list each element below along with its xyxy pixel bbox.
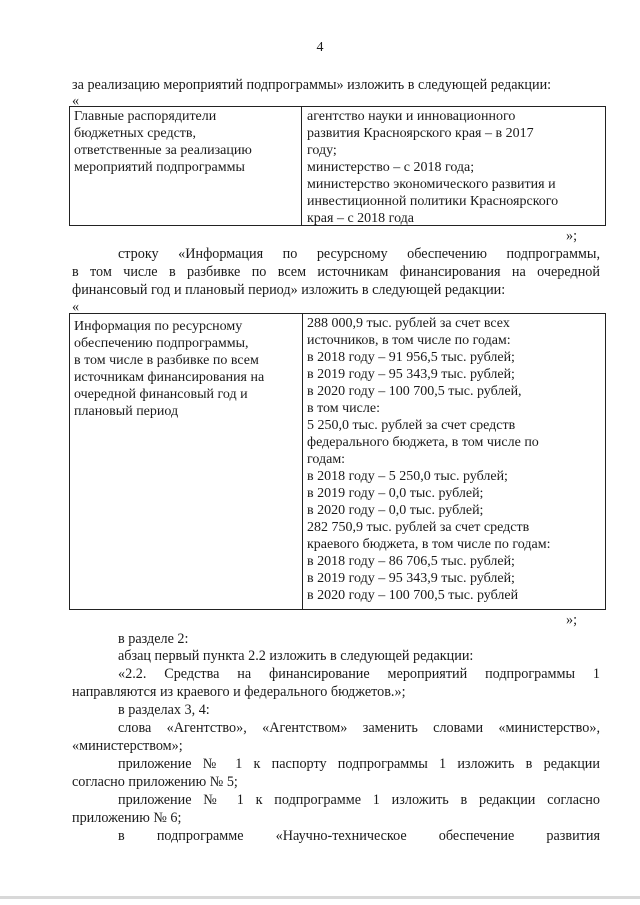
table2-left-line: источникам финансирования на [74, 370, 265, 385]
table2-left-line: плановый период [74, 404, 179, 419]
table2-right-line: в 2018 году – 91 956,5 тыс. рублей; [307, 350, 515, 365]
table1-right-line: министерство экономического развития и [307, 177, 556, 192]
para-stroke-line-2: в том числе в разбивке по всем источникам финансирования на очередной [72, 264, 600, 280]
table2-right-line: в 2020 году – 100 700,5 тыс. рублей [307, 588, 519, 603]
scan-edge-mark [0, 896, 640, 899]
table1-right-line: края – с 2018 года [307, 211, 414, 226]
table2-right-line: 282 750,9 тыс. рублей за счет средств [307, 520, 530, 535]
table1-left-line: ответственные за реализацию [74, 143, 252, 158]
close-quote-2: »; [566, 612, 578, 628]
para-stroke-line-3: финансовый год и плановый период» изложить в следующей редакции: [72, 282, 506, 298]
table2-right-line: в том числе: [307, 401, 380, 416]
table1-right-line: министерство – с 2018 года; [307, 160, 475, 175]
table1-right-line: году; [307, 143, 337, 158]
table2-left-line: очередной финансовый год и [74, 387, 248, 402]
table2-left-line: Информация по ресурсному [74, 319, 243, 334]
sections-3-4-heading: в разделах 3, 4: [118, 702, 210, 718]
table-resource-information [69, 313, 606, 610]
appendix-2-line-2: приложению № 6; [72, 810, 182, 826]
words-line-2: «министерством»; [72, 738, 183, 754]
table2-right-line: в 2018 году – 86 706,5 тыс. рублей; [307, 554, 515, 569]
open-quote-1: « [72, 93, 80, 109]
table2-right-line: в 2019 году – 95 343,9 тыс. рублей; [307, 571, 515, 586]
table2-right-line: краевого бюджета, в том числе по годам: [307, 537, 551, 552]
appendix-2-line-1: приложение № 1 к подпрограмме 1 изложить в редакции согласно [118, 792, 600, 808]
words-line-1: слова «Агентство», «Агентством» заменить словами «министерство», [118, 720, 600, 736]
table2-right-line: в 2019 году – 95 343,9 тыс. рублей; [307, 367, 515, 382]
section-2-heading: в разделе 2: [118, 631, 189, 647]
table1-right-line: агентство науки и инновационного [307, 109, 516, 124]
table2-left-line: в том числе в разбивке по всем [74, 353, 259, 368]
table2-left-cell [74, 318, 264, 420]
table2-right-line: годам: [307, 452, 346, 467]
table1-left-line: Главные распорядители [74, 109, 217, 124]
table2-right-line: 5 250,0 тыс. рублей за счет средств [307, 418, 516, 433]
table1-right-cell [307, 108, 558, 227]
table2-right-line: источников, в том числе по годам: [307, 333, 511, 348]
subprogram-line: в подпрограмме «Научно-техническое обеспечение развития [118, 828, 600, 844]
abzac-line: абзац первый пункта 2.2 изложить в следующей редакции: [118, 648, 474, 664]
quote-2-2-line-2: направляются из краевого и федерального бюджетов.»; [72, 684, 406, 700]
table2-right-line: в 2020 году – 100 700,5 тыс. рублей, [307, 384, 522, 399]
table1-left-line: мероприятий подпрограммы [74, 160, 245, 175]
table-responsible-managers [69, 106, 606, 226]
table2-right-line: в 2019 году – 0,0 тыс. рублей; [307, 486, 484, 501]
para-stroke-line-1: строку «Информация по ресурсному обеспечению подпрограммы, [118, 246, 600, 262]
close-quote-1: »; [566, 228, 578, 244]
table2-right-line: в 2020 году – 0,0 тыс. рублей; [307, 503, 484, 518]
open-quote-2: « [72, 299, 80, 315]
quote-2-2-line-1: «2.2. Средства на финансирование мероприятий подпрограммы 1 [118, 666, 600, 682]
table2-right-cell [307, 315, 551, 604]
table1-right-line: развития Красноярского края – в 2017 [307, 126, 534, 141]
table1-left-cell [74, 108, 252, 176]
table2-left-line: обеспечению подпрограммы, [74, 336, 249, 351]
table2-right-line: в 2018 году – 5 250,0 тыс. рублей; [307, 469, 508, 484]
table2-right-line: 288 000,9 тыс. рублей за счет всех [307, 316, 510, 331]
appendix-1-line-2: согласно приложению № 5; [72, 774, 238, 790]
table1-left-line: бюджетных средств, [74, 126, 197, 141]
table1-right-line: инвестиционной политики Красноярского [307, 194, 559, 209]
page-number: 4 [316, 40, 324, 55]
intro-line: за реализацию мероприятий подпрограммы» изложить в следующей редакции: [72, 77, 552, 93]
table2-right-line: федерального бюджета, в том числе по [307, 435, 539, 450]
appendix-1-line-1: приложение № 1 к паспорту подпрограммы 1 изложить в редакции [118, 756, 600, 772]
